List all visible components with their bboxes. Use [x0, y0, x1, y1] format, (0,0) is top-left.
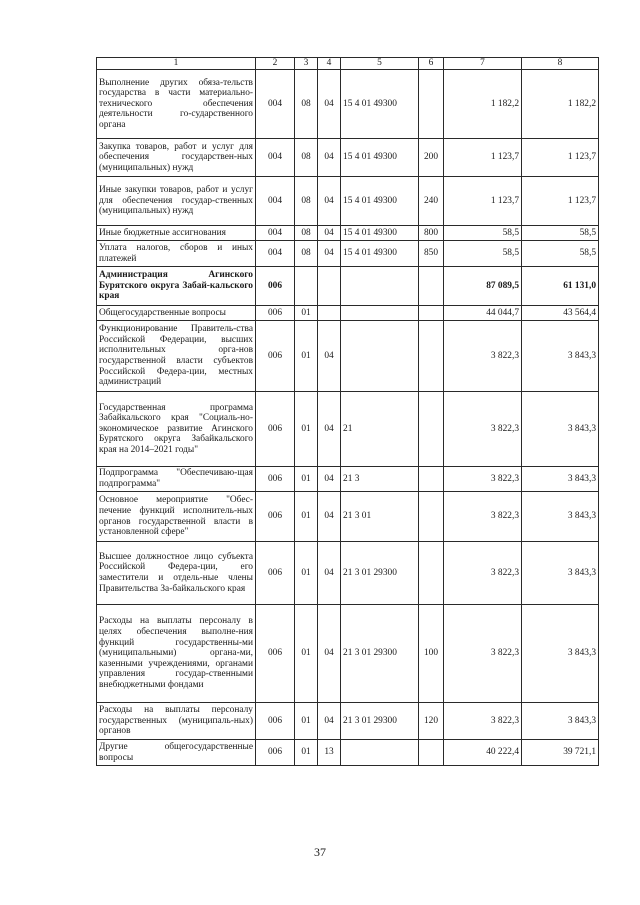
item-name-cell: Основное мероприятие "Обес-печение функций исполнитель-ных органов государственной власти в установленной сфере": [97, 492, 256, 542]
target-article-cell: 15 4 01 49300: [341, 139, 419, 177]
target-article-cell: [341, 740, 419, 766]
subsection-code-cell: 04: [318, 703, 341, 740]
item-name-cell: Функционирование Правитель-ства Российской Федерации, высших исполнительных орга-нов государственной власти субъектов Российской Федера-ции, местных администраций: [97, 321, 256, 392]
admin-code-cell: 006: [256, 267, 295, 306]
target-article-cell: [341, 306, 419, 321]
amount-year1-cell: 3 822,3: [444, 492, 522, 542]
expense-type-cell: 120: [419, 703, 444, 740]
expense-type-cell: [419, 306, 444, 321]
amount-year2-cell: 1 182,2: [522, 70, 599, 139]
section-code-cell: 01: [295, 703, 318, 740]
subsection-code-cell: 04: [318, 177, 341, 226]
amount-year1-cell: 1 123,7: [444, 177, 522, 226]
header-cell: 1: [97, 58, 256, 70]
amount-year1-cell: 3 822,3: [444, 392, 522, 467]
target-article-cell: 21 3 01: [341, 492, 419, 542]
expense-type-cell: [419, 392, 444, 467]
item-name-cell: Высшее должностное лицо субъекта Российской Федера-ции, его заместители и отдель-ные члены Правительства За-байкальского края: [97, 542, 256, 605]
expense-type-cell: 240: [419, 177, 444, 226]
table-row: [97, 542, 599, 605]
amount-year2-cell: 3 843,3: [522, 492, 599, 542]
target-article-cell: 15 4 01 49300: [341, 241, 419, 267]
item-name-cell: Расходы на выплаты персоналу в целях обеспечения выполне-ния функций государственны-ми (муниципальными) органа-ми, казенными учреждениями, органами управления государ-ственными внебюджетными фондами: [97, 605, 256, 703]
table-row: [97, 321, 599, 392]
admin-code-cell: 006: [256, 467, 295, 492]
table-body: [97, 58, 599, 766]
subsection-code-cell: 04: [318, 70, 341, 139]
subsection-code-cell: 04: [318, 605, 341, 703]
section-code-cell: [295, 267, 318, 306]
admin-code-cell: 006: [256, 703, 295, 740]
admin-code-cell: 006: [256, 542, 295, 605]
budget-table: [96, 57, 599, 766]
amount-year2-cell: 3 843,3: [522, 467, 599, 492]
amount-year1-cell: 44 044,7: [444, 306, 522, 321]
amount-year1-cell: 87 089,5: [444, 267, 522, 306]
item-name-cell: Другие общегосударственные вопросы: [97, 740, 256, 766]
amount-year1-cell: 3 822,3: [444, 321, 522, 392]
target-article-cell: [341, 321, 419, 392]
table-row: [97, 703, 599, 740]
target-article-cell: [341, 267, 419, 306]
budget-table-page: [96, 57, 598, 766]
amount-year2-cell: 61 131,0: [522, 267, 599, 306]
subsection-code-cell: 04: [318, 226, 341, 241]
amount-year2-cell: 3 843,3: [522, 542, 599, 605]
header-cell: 8: [522, 58, 599, 70]
section-code-cell: 08: [295, 177, 318, 226]
amount-year2-cell: 39 721,1: [522, 740, 599, 766]
header-cell: 7: [444, 58, 522, 70]
table-row: [97, 392, 599, 467]
table-row: [97, 306, 599, 321]
admin-code-cell: 004: [256, 177, 295, 226]
admin-code-cell: 006: [256, 492, 295, 542]
subsection-code-cell: 04: [318, 139, 341, 177]
expense-type-cell: [419, 467, 444, 492]
section-code-cell: 08: [295, 241, 318, 267]
subsection-code-cell: 04: [318, 492, 341, 542]
amount-year1-cell: 58,5: [444, 241, 522, 267]
table-row: [97, 226, 599, 241]
expense-type-cell: [419, 267, 444, 306]
table-row: [97, 492, 599, 542]
section-code-cell: 01: [295, 321, 318, 392]
target-article-cell: 15 4 01 49300: [341, 177, 419, 226]
section-code-cell: 08: [295, 226, 318, 241]
subsection-code-cell: 04: [318, 542, 341, 605]
admin-code-cell: 006: [256, 392, 295, 467]
section-code-cell: 01: [295, 467, 318, 492]
amount-year2-cell: 58,5: [522, 241, 599, 267]
admin-code-cell: 004: [256, 139, 295, 177]
item-name-cell: Общегосударственные вопросы: [97, 306, 256, 321]
item-name-cell: Расходы на выплаты персоналу государственных (муниципаль-ных) органов: [97, 703, 256, 740]
amount-year2-cell: 3 843,3: [522, 321, 599, 392]
header-cell: 6: [419, 58, 444, 70]
header-cell: 4: [318, 58, 341, 70]
expense-type-cell: 100: [419, 605, 444, 703]
expense-type-cell: 800: [419, 226, 444, 241]
target-article-cell: 15 4 01 49300: [341, 226, 419, 241]
section-code-cell: 01: [295, 542, 318, 605]
table-row: [97, 267, 599, 306]
subsection-code-cell: 04: [318, 467, 341, 492]
header-cell: 2: [256, 58, 295, 70]
section-code-cell: 01: [295, 492, 318, 542]
target-article-cell: 21 3: [341, 467, 419, 492]
expense-type-cell: 850: [419, 241, 444, 267]
header-cell: 3: [295, 58, 318, 70]
subsection-code-cell: 04: [318, 392, 341, 467]
target-article-cell: 21 3 01 29300: [341, 542, 419, 605]
item-name-cell: Администрация Агинского Бурятского округа Забай-кальского края: [97, 267, 256, 306]
expense-type-cell: 200: [419, 139, 444, 177]
expense-type-cell: [419, 740, 444, 766]
expense-type-cell: [419, 70, 444, 139]
amount-year1-cell: 3 822,3: [444, 542, 522, 605]
amount-year2-cell: 3 843,3: [522, 703, 599, 740]
amount-year1-cell: 58,5: [444, 226, 522, 241]
expense-type-cell: [419, 321, 444, 392]
amount-year1-cell: 3 822,3: [444, 467, 522, 492]
section-code-cell: 01: [295, 605, 318, 703]
item-name-cell: Иные закупки товаров, работ и услуг для обеспечения государ-ственных (муниципальных) нужд: [97, 177, 256, 226]
table-row: [97, 241, 599, 267]
table-header-row: [97, 58, 599, 70]
item-name-cell: Государственная программа Забайкальского края "Социаль-но-экономическое развитие Агинского Бурятского округа Забайкальского края на 2014–2021 годы": [97, 392, 256, 467]
section-code-cell: 01: [295, 392, 318, 467]
subsection-code-cell: [318, 267, 341, 306]
admin-code-cell: 006: [256, 306, 295, 321]
amount-year1-cell: 1 182,2: [444, 70, 522, 139]
amount-year2-cell: 43 564,4: [522, 306, 599, 321]
subsection-code-cell: 04: [318, 241, 341, 267]
amount-year1-cell: 3 822,3: [444, 703, 522, 740]
section-code-cell: 08: [295, 70, 318, 139]
admin-code-cell: 006: [256, 740, 295, 766]
item-name-cell: Выполнение других обяза-тельств государства в части материально-технического обеспечения деятельности го-сударственного органа: [97, 70, 256, 139]
table-row: [97, 70, 599, 139]
table-row: [97, 139, 599, 177]
amount-year1-cell: 1 123,7: [444, 139, 522, 177]
table-row: [97, 177, 599, 226]
amount-year2-cell: 1 123,7: [522, 139, 599, 177]
subsection-code-cell: [318, 306, 341, 321]
page-number: 37: [314, 845, 326, 859]
admin-code-cell: 004: [256, 241, 295, 267]
target-article-cell: 15 4 01 49300: [341, 70, 419, 139]
item-name-cell: Иные бюджетные ассигнования: [97, 226, 256, 241]
subsection-code-cell: 04: [318, 321, 341, 392]
amount-year1-cell: 40 222,4: [444, 740, 522, 766]
subsection-code-cell: 13: [318, 740, 341, 766]
item-name-cell: Подпрограмма "Обеспечиваю-щая подпрограмма": [97, 467, 256, 492]
amount-year2-cell: 3 843,3: [522, 605, 599, 703]
table-row: [97, 740, 599, 766]
section-code-cell: 01: [295, 306, 318, 321]
amount-year2-cell: 58,5: [522, 226, 599, 241]
target-article-cell: 21 3 01 29300: [341, 703, 419, 740]
section-code-cell: 01: [295, 740, 318, 766]
item-name-cell: Закупка товаров, работ и услуг для обеспечения государствен-ных (муниципальных) нужд: [97, 139, 256, 177]
header-cell: 5: [341, 58, 419, 70]
target-article-cell: 21 3 01 29300: [341, 605, 419, 703]
amount-year1-cell: 3 822,3: [444, 605, 522, 703]
admin-code-cell: 006: [256, 605, 295, 703]
amount-year2-cell: 1 123,7: [522, 177, 599, 226]
table-row: [97, 605, 599, 703]
expense-type-cell: [419, 542, 444, 605]
table-row: [97, 467, 599, 492]
section-code-cell: 08: [295, 139, 318, 177]
target-article-cell: 21: [341, 392, 419, 467]
admin-code-cell: 006: [256, 321, 295, 392]
admin-code-cell: 004: [256, 70, 295, 139]
admin-code-cell: 004: [256, 226, 295, 241]
expense-type-cell: [419, 492, 444, 542]
amount-year2-cell: 3 843,3: [522, 392, 599, 467]
item-name-cell: Уплата налогов, сборов и иных платежей: [97, 241, 256, 267]
